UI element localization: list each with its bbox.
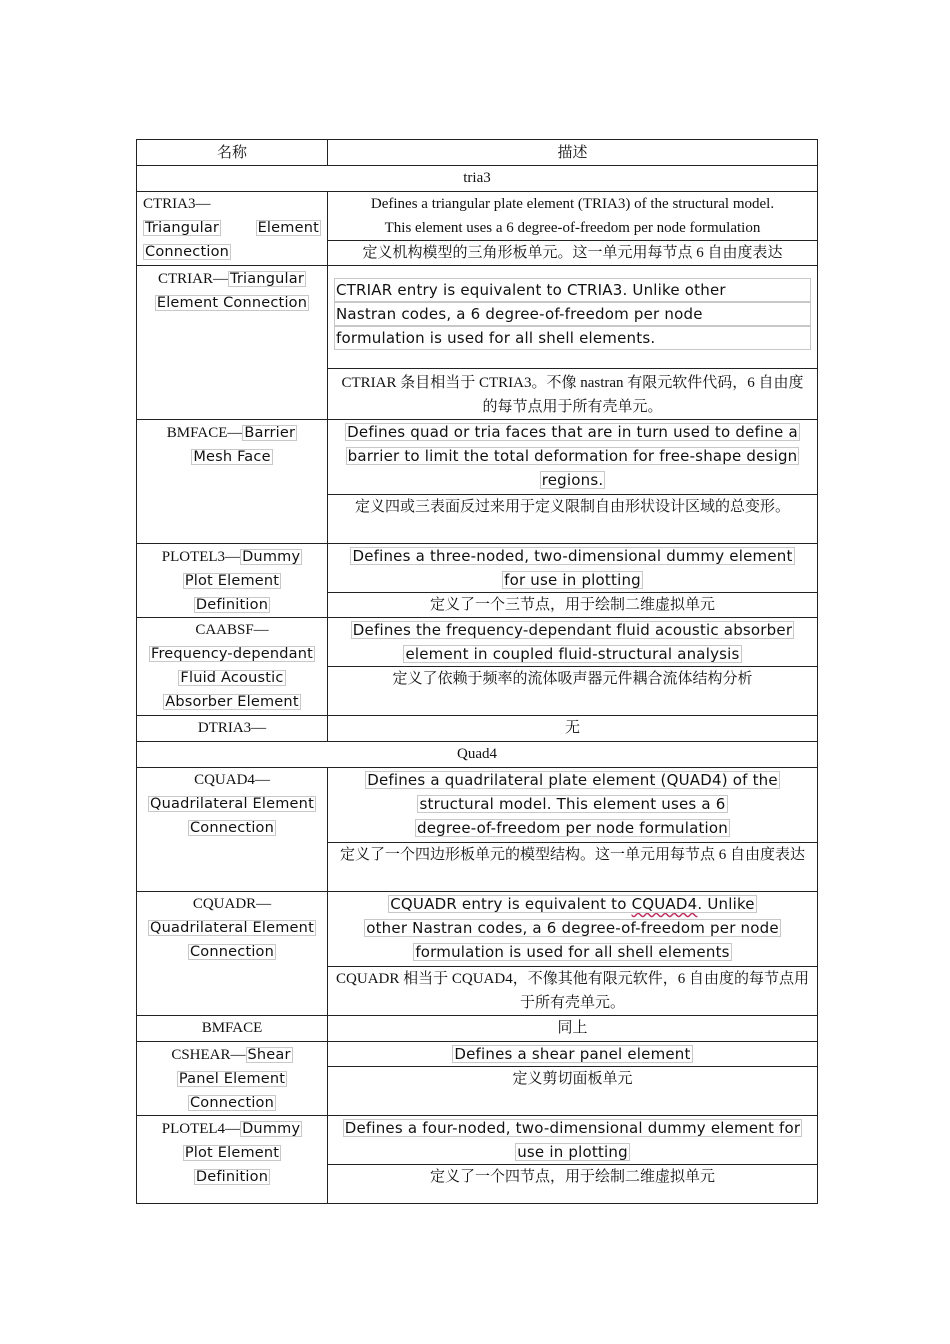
element-code: CAABSF— <box>195 622 269 638</box>
element-code: CQUADR— <box>192 896 272 912</box>
desc-zh-cquadr: CQUADR 相当于 CQUAD4，不像其他有限元软件，6 自由度的每节点用于所有壳单元。 <box>328 967 818 1016</box>
element-title-line <box>143 544 321 569</box>
element-title-part: Element Connection <box>156 295 308 311</box>
desc-zh-plotel3: 定义了一个三节点，用于绘制二维虚拟单元 <box>328 593 818 618</box>
element-title-part: Connection <box>189 1095 275 1111</box>
desc-en-text: CQUADR entry is equivalent to <box>390 895 632 913</box>
desc-dtria3: 无 <box>328 716 818 742</box>
desc-en-cshear <box>328 1042 818 1067</box>
name-cell-dtria3: DTRIA3— <box>137 716 328 742</box>
element-title-part: Barrier <box>244 425 296 441</box>
table-row <box>137 716 818 742</box>
desc-en-part: other Nastran codes, a 6 degree-of-freedom per node <box>366 919 779 937</box>
desc-en-line <box>334 1140 811 1164</box>
desc-en-cquad4 <box>328 768 818 843</box>
table-row <box>137 266 818 369</box>
element-title-line <box>143 1067 321 1091</box>
element-title-line <box>143 593 321 617</box>
table-row <box>137 1042 818 1067</box>
name-cell-bmface-2: BMFACE <box>137 1016 328 1042</box>
desc-en-caabsf <box>328 618 818 667</box>
element-title-line <box>143 1116 321 1141</box>
desc-en-line <box>334 618 811 642</box>
element-code: PLOTEL3— <box>161 549 241 565</box>
desc-en-line <box>334 892 811 916</box>
desc-en-line <box>334 940 811 964</box>
desc-en-text: . Unlike <box>697 895 755 913</box>
element-code: CSHEAR— <box>171 1047 246 1063</box>
section-row-tria3 <box>137 166 818 192</box>
desc-zh-cquad4: 定义了一个四边形板单元的模型结构。这一单元用每节点 6 自由度表达 <box>328 843 818 892</box>
name-cell-cshear <box>137 1042 328 1116</box>
name-cell-plotel3 <box>137 544 328 618</box>
desc-en-part: Defines a three-noded, two-dimensional dummy element <box>352 547 793 565</box>
desc-en-ctria3 <box>328 192 818 241</box>
table-row <box>137 1116 818 1165</box>
element-title-line <box>143 916 321 940</box>
element-title-line <box>143 291 321 315</box>
element-title-line <box>143 420 321 445</box>
desc-en-line <box>334 642 811 666</box>
desc-en-line: This element uses a 6 degree-of-freedom per node formulation <box>384 220 761 236</box>
element-title-part: Fluid Acoustic <box>180 670 284 686</box>
element-code: BMFACE— <box>166 425 243 441</box>
desc-en-part: degree-of-freedom per node formulation <box>416 819 729 837</box>
element-title-part: Absorber Element <box>165 694 299 710</box>
name-cell-ctriar <box>137 266 328 420</box>
element-title <box>143 216 321 240</box>
desc-en-line: formulation is used for all shell elements. <box>334 326 811 350</box>
name-cell-caabsf <box>137 618 328 716</box>
element-title-line <box>143 940 321 964</box>
element-title-part: Triangular <box>229 271 305 287</box>
desc-bmface-2: 同上 <box>328 1016 818 1042</box>
element-title-line <box>143 816 321 840</box>
desc-en-bmface <box>328 420 818 495</box>
element-title-part: Mesh Face <box>193 449 271 465</box>
element-title-line <box>143 690 321 714</box>
desc-en-line <box>334 444 811 468</box>
element-title-part: Frequency-dependant <box>150 646 314 662</box>
element-title-line <box>143 266 321 291</box>
desc-en-line <box>334 768 811 792</box>
desc-en-line <box>334 468 811 492</box>
desc-en-line <box>334 1116 811 1140</box>
header-name: 名称 <box>137 140 328 166</box>
desc-en-part: barrier to limit the total deformation for free-shape design <box>347 447 798 465</box>
header-description: 描述 <box>328 140 818 166</box>
desc-en-part <box>388 895 756 913</box>
element-title-line <box>143 792 321 816</box>
desc-en-plotel4 <box>328 1116 818 1165</box>
desc-en-part: Defines a quadrilateral plate element (QUAD4) of the <box>367 771 778 789</box>
element-title-part: Element <box>257 220 319 236</box>
desc-en-line <box>334 916 811 940</box>
section-row-quad4 <box>137 742 818 768</box>
element-title-part: Connection <box>145 244 230 260</box>
element-code: CTRIA3— <box>143 196 211 212</box>
desc-en-part: formulation is used for all shell elements <box>415 943 730 961</box>
name-cell-cquad4 <box>137 768 328 892</box>
table-row <box>137 892 818 967</box>
desc-en-part: structural model. This element uses a 6 <box>419 795 726 813</box>
element-title-line <box>143 240 321 264</box>
element-title-part: Definition <box>195 1169 269 1185</box>
desc-en-part: regions. <box>541 471 604 489</box>
table-row <box>137 1016 818 1042</box>
element-title-line <box>143 569 321 593</box>
table-row <box>137 192 818 241</box>
desc-en-ctriar <box>328 266 818 369</box>
element-title-part: Plot Element <box>184 573 280 589</box>
desc-en-line: Defines a triangular plate element (TRIA3) of the structural model. <box>370 196 775 212</box>
element-title-part: Quadrilateral Element <box>150 920 314 936</box>
desc-en-line: Nastran codes, a 6 degree-of-freedom per node <box>334 302 811 326</box>
desc-en-part: Defines the frequency-dependant fluid acoustic absorber <box>352 621 793 639</box>
desc-zh-bmface: 定义四或三表面反过来用于定义限制自由形状设计区域的总变形。 <box>328 495 818 544</box>
desc-en-part: for use in plotting <box>504 571 641 589</box>
element-title-line <box>143 1091 321 1115</box>
desc-en-line <box>334 816 811 840</box>
element-title-part: Connection <box>189 944 275 960</box>
element-title-part: Dummy <box>242 549 301 565</box>
desc-en-line <box>334 420 811 444</box>
table-row <box>137 618 818 667</box>
element-title-part: Definition <box>195 597 269 613</box>
element-title-line <box>143 445 321 469</box>
element-table <box>136 139 818 1204</box>
desc-en-line: CTRIAR entry is equivalent to CTRIA3. Unlike other <box>334 278 811 302</box>
element-title-part: Panel Element <box>178 1071 286 1087</box>
element-title-part: Dummy <box>242 1121 301 1137</box>
desc-zh-ctriar: CTRIAR 条目相当于 CTRIA3。不像 nastran 有限元软件代码，6 自由度的每节点用于所有壳单元。 <box>328 369 818 420</box>
element-title-line <box>143 1141 321 1165</box>
element-title-part: Plot Element <box>184 1145 280 1161</box>
element-title-line <box>143 1165 321 1189</box>
table-row <box>137 544 818 593</box>
desc-en-plotel3 <box>328 544 818 593</box>
desc-en-part: use in plotting <box>517 1143 628 1161</box>
table-row <box>137 768 818 843</box>
name-cell-cquadr <box>137 892 328 1016</box>
desc-en-part: Defines a shear panel element <box>454 1045 691 1063</box>
desc-en-line <box>334 544 811 568</box>
desc-en-line <box>334 568 811 592</box>
name-cell-ctria3 <box>137 192 328 266</box>
desc-en-part: Defines a four-noded, two-dimensional dummy element for <box>344 1119 801 1137</box>
desc-zh-cshear: 定义剪切面板单元 <box>328 1067 818 1116</box>
element-code: PLOTEL4— <box>161 1121 241 1137</box>
desc-zh-caabsf: 定义了依赖于频率的流体吸声器元件耦合流体结构分析 <box>328 667 818 716</box>
element-title-part: Connection <box>189 820 275 836</box>
element-title-part: Triangular <box>145 220 220 236</box>
desc-zh-plotel4: 定义了一个四节点，用于绘制二维虚拟单元 <box>328 1165 818 1204</box>
element-code: CQUAD4— <box>194 772 270 788</box>
spellcheck-underlined-word: CQUAD4 <box>631 895 698 913</box>
element-title-line <box>143 666 321 690</box>
desc-en-line <box>334 792 811 816</box>
desc-zh-ctria3: 定义机构模型的三角形板单元。这一单元用每节点 6 自由度表达 <box>328 241 818 266</box>
section-title-quad4: Quad4 <box>137 742 818 768</box>
name-cell-bmface <box>137 420 328 544</box>
element-title-part: Quadrilateral Element <box>150 796 314 812</box>
desc-en-part: Defines quad or tria faces that are in turn used to define a <box>347 423 798 441</box>
element-title-line <box>143 1042 321 1067</box>
desc-en-cquadr <box>328 892 818 967</box>
element-code: CTRIAR— <box>157 271 228 287</box>
table-header-row <box>137 140 818 166</box>
section-title-tria3: tria3 <box>137 166 818 192</box>
table-row <box>137 420 818 495</box>
element-title-part: Shear <box>247 1047 291 1063</box>
desc-en-part: element in coupled fluid-structural analysis <box>405 645 740 663</box>
element-title-line <box>143 642 321 666</box>
name-cell-plotel4 <box>137 1116 328 1204</box>
